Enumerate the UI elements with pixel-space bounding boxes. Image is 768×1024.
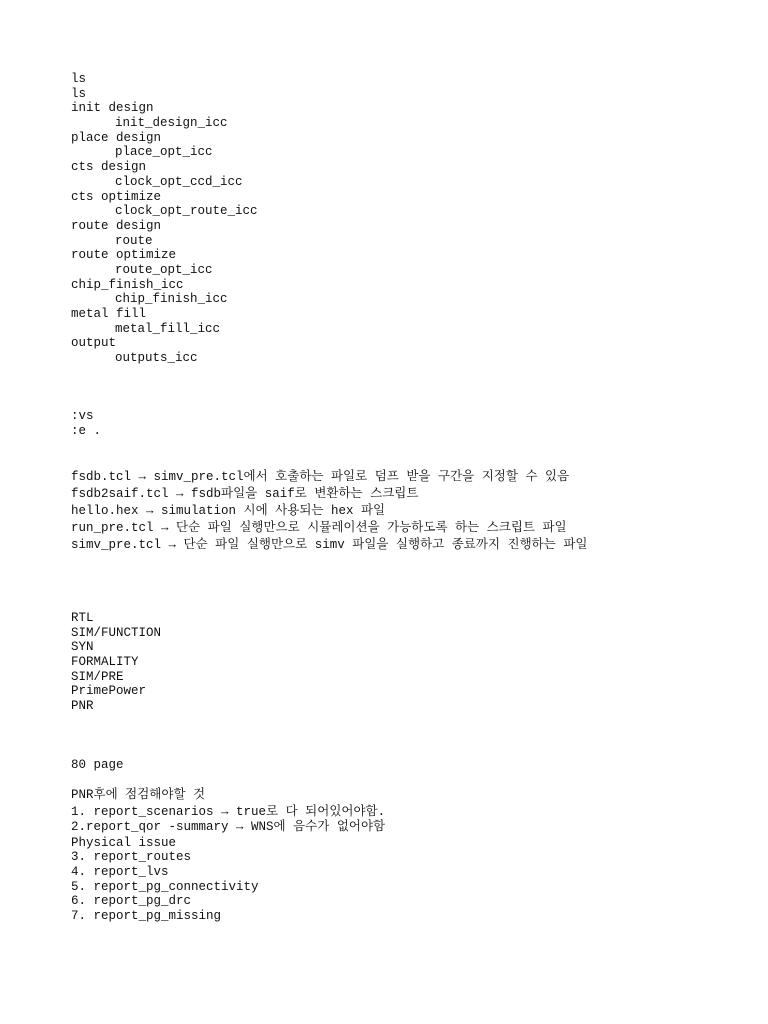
checklist-line: 2.report_qor -summary → WNS에 음수가 없어야함 <box>71 820 386 834</box>
flow-line: init_design_icc <box>115 116 228 131</box>
vim-commands-block <box>71 409 751 438</box>
vim-command-line: :e . <box>71 423 102 438</box>
flow-line: place_opt_icc <box>115 145 213 160</box>
checklist-subheading: Physical issue <box>71 835 177 850</box>
flow-line: clock_opt_route_icc <box>115 204 258 219</box>
stage-list-block <box>71 611 751 714</box>
flow-line: route_opt_icc <box>115 262 213 277</box>
flow-line: place design <box>71 130 162 145</box>
flow-line: chip_finish_icc <box>71 277 184 292</box>
flow-line: chip_finish_icc <box>115 292 228 307</box>
flow-line: cts design <box>71 160 147 175</box>
flow-line: route <box>115 233 153 248</box>
script-note-line: hello.hex → simulation 시에 사용되는 hex 파일 <box>71 503 386 518</box>
flow-line: output <box>71 336 117 351</box>
flow-line: metal fill <box>71 307 147 321</box>
flow-line: outputs_icc <box>115 351 198 366</box>
script-note-line: simv_pre.tcl → 단순 파일 실행만으로 simv 파일을 실행하고 종료까지 진행하는 파일 <box>71 537 588 552</box>
checklist-line: 3. report_routes <box>71 850 192 865</box>
checklist-line: 7. report_pg_missing <box>71 908 222 923</box>
vim-command-line: :vs <box>71 409 94 423</box>
stage-line: SIM/FUNCTION <box>71 625 162 640</box>
checklist-line: 5. report_pg_connectivity <box>71 879 259 894</box>
script-note-line: fsdb.tcl → simv_pre.tcl에서 호출하는 파일로 덤프 받을 구간을 지정할 수 있음 <box>71 470 570 484</box>
flow-line: route optimize <box>71 248 177 263</box>
flow-line: ls <box>71 72 87 86</box>
checklist-heading: PNR후에 점검해야할 것 <box>71 788 206 802</box>
checklist-line: 1. report_scenarios → true로 다 되어있어야함. <box>71 805 386 819</box>
flow-line: metal_fill_icc <box>115 321 221 336</box>
script-notes-block <box>71 469 751 553</box>
pnr-checklist-block <box>71 787 751 924</box>
stage-line: PNR <box>71 699 94 714</box>
page-ref-block <box>71 758 751 773</box>
flow-block <box>71 72 751 366</box>
flow-line: ls <box>71 86 87 101</box>
stage-line: PrimePower <box>71 684 147 699</box>
flow-line: cts optimize <box>71 189 162 204</box>
flow-line: clock_opt_ccd_icc <box>115 174 243 189</box>
stage-line: FORMALITY <box>71 655 139 670</box>
stage-line: SYN <box>71 640 94 655</box>
stage-line: SIM/PRE <box>71 669 124 684</box>
stage-line: RTL <box>71 611 94 625</box>
script-note-line: fsdb2saif.tcl → fsdb파일을 saif로 변환하는 스크립트 <box>71 486 419 501</box>
checklist-line: 6. report_pg_drc <box>71 894 192 909</box>
checklist-line: 4. report_lvs <box>71 864 169 879</box>
script-note-line: run_pre.tcl → 단순 파일 실행만으로 시뮬레이션을 가능하도록 하는 스크립트 파일 <box>71 520 567 535</box>
flow-line: init design <box>71 101 154 116</box>
flow-line: route design <box>71 218 162 233</box>
page-ref-line: 80 page <box>71 758 124 772</box>
